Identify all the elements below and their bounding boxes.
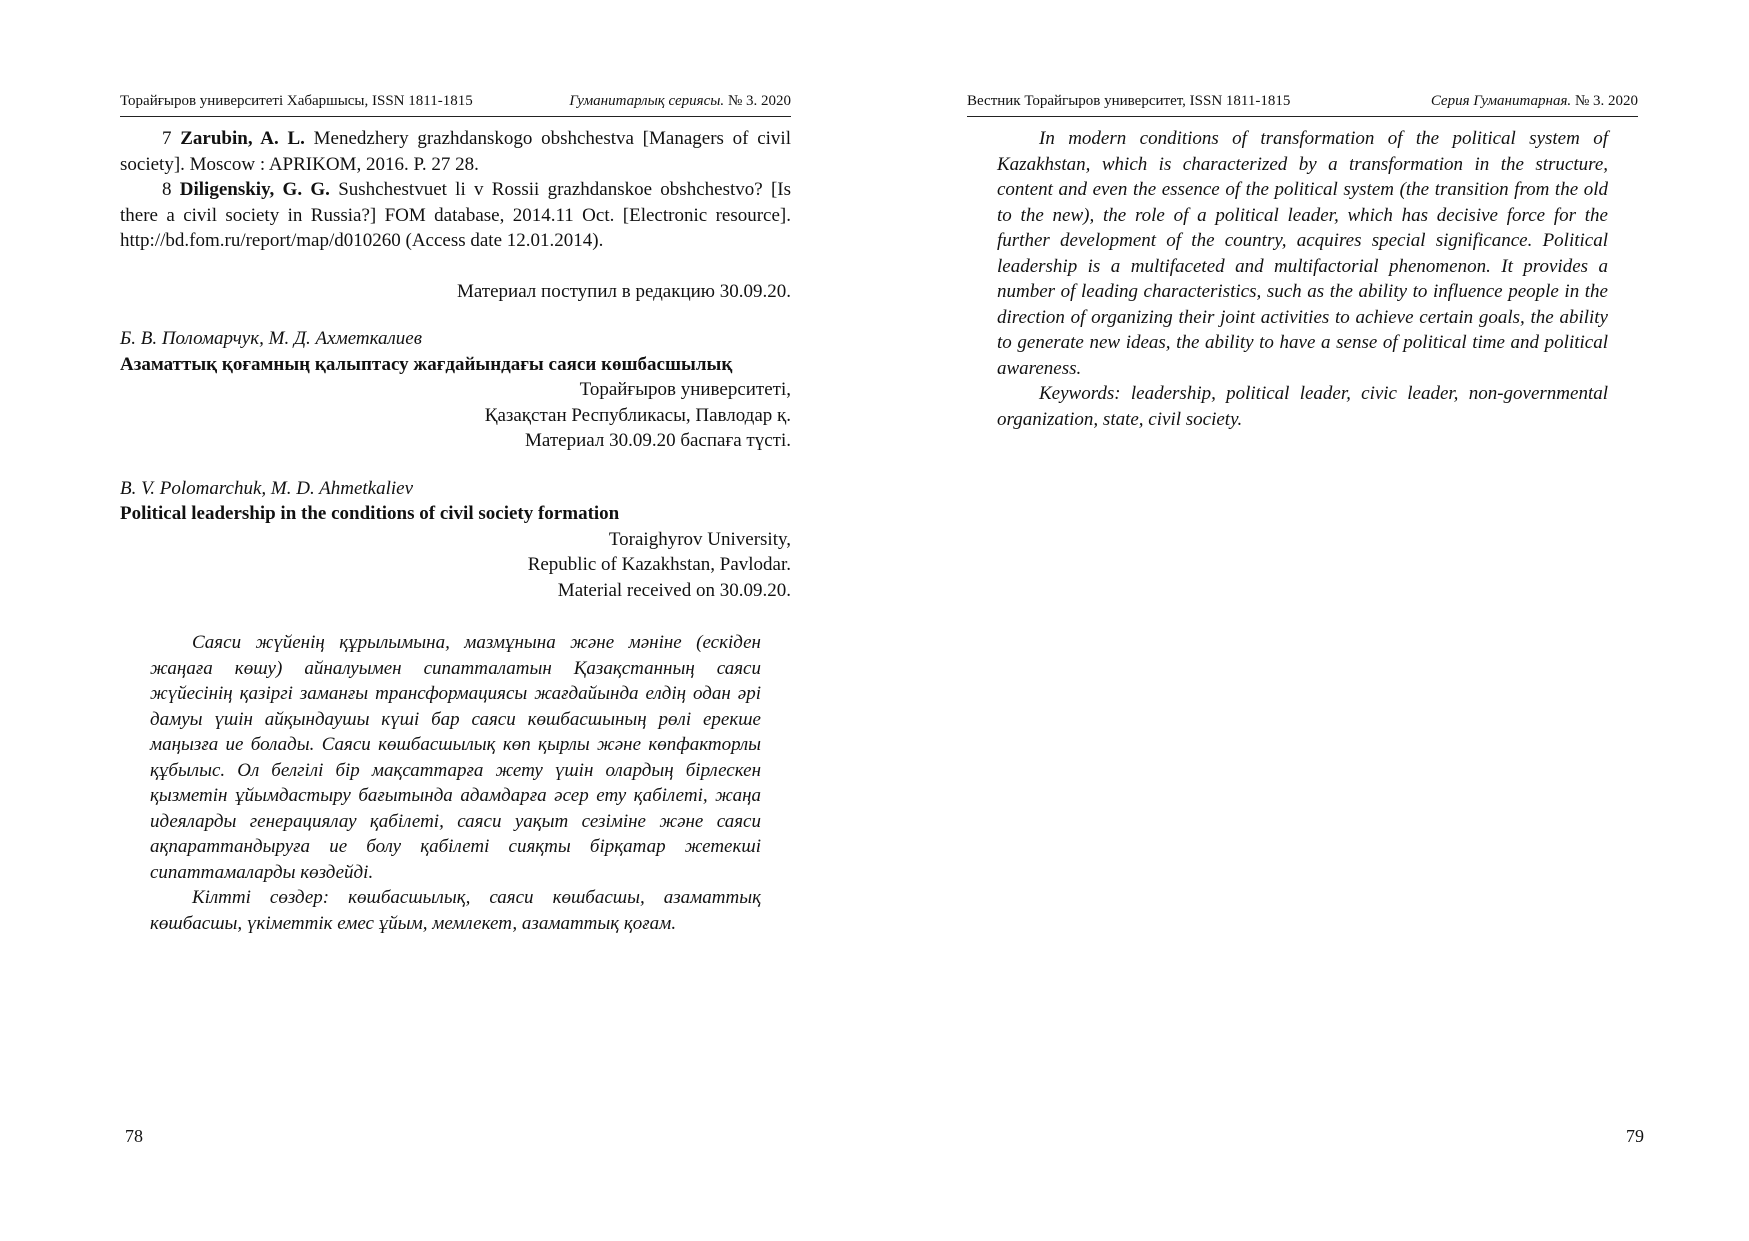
journal-name: Вестник Торайгыров университет, ISSN 1811-1815: [967, 93, 1291, 109]
keywords-kk: Кілтті сөздер: көшбасшылық, саяси көшбасшы, азаматтық көшбасшы, үкіметтік емес ұйым, мемлекет, азаматтық қоғам.: [150, 887, 761, 934]
ref-author: Diligenskiy, G. G.: [179, 179, 330, 200]
article-title-en: Political leadership in the conditions of civil society formation: [120, 503, 620, 524]
abstract-kk: [150, 630, 761, 936]
ref-text: civil society]. Moscow : APRIKOM, 2016. P. 27 28.: [120, 128, 791, 175]
abstract-text-en: In modern conditions of transformation of the political system of Kazakhstan, which is characterized by a transformation in the structure, content and even the essence of the political system (the transition from the old to the new), the role of a political leader, which has decisive force for the further development of the country, acquires special significance. Political leadership is a multifaceted and multifactorial phenomenon. It provides a number of leading characteristics, such as the ability to influence people in the direction of organizing their joint activities to achieve certain goals, the ability to generate new ideas, the ability to have a sense of political time and political awareness.: [997, 128, 1608, 379]
country-en: Republic of Kazakhstan, Pavlodar.: [527, 554, 791, 575]
series-issue: [569, 92, 791, 110]
ref-text: Menedzhery grazhdanskogo obshchestva [Managers of: [313, 128, 749, 149]
affiliation-en: Toraighyrov University,: [608, 528, 791, 550]
running-head-right: [967, 92, 1638, 117]
authors-en: B. V. Polomarchuk, M. D. Ahmetkaliev: [120, 477, 414, 499]
reference-7: [120, 126, 791, 177]
keywords-en: Keywords: leadership, political leader, civic leader, non-governmental organization, state, civil society.: [997, 383, 1608, 430]
series-name: Серия Гуманитарная.: [1430, 93, 1572, 109]
ref-text: resource]. http://bd.fom.ru/report/map/d010260 (Access date 12.01.2014).: [120, 204, 792, 251]
series-issue: [1431, 92, 1638, 110]
journal-name: Торайғыров университеті Хабаршысы, ISSN 1811-1815: [120, 93, 473, 109]
received-note-kk: Материал 30.09.20 баспаға түсті.: [525, 430, 791, 451]
affiliation-kk: Торайғыров университеті,: [579, 379, 791, 400]
left-body: [120, 126, 791, 603]
country-kk: Қазақстан Республикасы, Павлодар қ.: [484, 404, 791, 426]
reference-8: [120, 177, 791, 254]
abstract-en: [997, 126, 1608, 432]
article-title-kk: Азаматтық қоғамның қалыптасу жағдайындағы саяси көшбасшылық: [120, 353, 733, 375]
received-note-ru: Материал поступил в редакцию 30.09.20.: [456, 280, 791, 302]
page-number-left: 78: [125, 1126, 143, 1146]
abstract-text-kk: Саяси жүйенің құрылымына, мазмұнына және мәніне (ескіден жаңаға көшу) айналуымен сипатталатын Қазақстанның саяси жүйесінің қазіргі заманғы трансформациясы жағдайында елдің одан әрі дамуы үшін айқындаушы күші бар саяси көшбасшының рөлі ерекше маңызға ие болады. Саяси көшбасшылық көп қырлы және көпфакторлы құбылыс. Ол белгілі бір мақсаттарға жету үшін олардың бірлескен қызметін ұйымдастыру бағытында адамдарға әсер ету қабілеті, жаңа идеяларды генерациялау қабілеті, саяси уақыт сезіміне және саяси ақпараттандыруға ие болу қабілеті сияқты бірқатар жетекші сипаттамаларды көздейді.: [150, 632, 761, 883]
running-head-left: [120, 92, 791, 117]
ref-author: Zarubin, A. L.: [180, 128, 305, 149]
issue-number: № 3. 2020: [1574, 93, 1638, 109]
ref-text: Sushchestvuet li v Rossii grazhdanskoe obshchestvo?: [338, 179, 763, 200]
ref-text: [Is there a civil society in Russia?] FOM database, 2014.11 Oct. [Electronic: [120, 179, 792, 226]
authors-kk: Б. В. Поломарчук, М. Д. Ахметкалиев: [120, 328, 422, 349]
left-page: [0, 0, 874, 1241]
page-number-right: 79: [1626, 1126, 1644, 1146]
ref-number: 8: [162, 179, 172, 200]
right-page: [874, 0, 1749, 1241]
issue-number: № 3. 2020: [727, 93, 791, 109]
received-note-en: Material received on 30.09.20.: [557, 579, 791, 601]
series-name: Гуманитарлық сериясы.: [569, 93, 725, 109]
ref-number: 7: [162, 128, 172, 149]
